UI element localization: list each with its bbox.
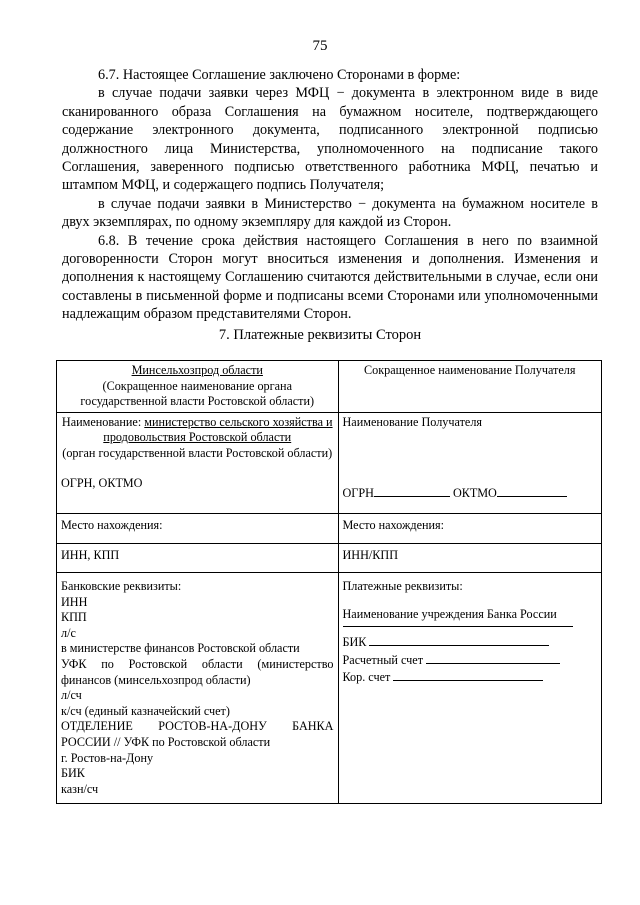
table-row — [57, 361, 602, 413]
bank-left-kazn: казн/сч — [61, 781, 99, 796]
bank-left-inn: ИНН — [61, 594, 88, 609]
bank-left-ls2: л/сч — [61, 688, 82, 703]
bank-left-ls1: л/с — [61, 625, 76, 640]
bank-right-kor-row: Кор. счет — [343, 668, 598, 686]
table-row — [57, 412, 602, 513]
paragraph-6-8: 6.8. В течение срока действия настоящего Соглашения в него по взаимной договоренности Сторон могут вноситься изменения и дополнения. Изменения и дополнения к настоящему Соглашению считаются действительными в случае, если они составлены в письменной форме и подписаны всеми Сторонами или уполномоченными надлежащим образом представителями Сторон. — [62, 232, 598, 323]
bank-left-cell — [57, 572, 339, 803]
bank-left-kpp: КПП — [61, 610, 87, 625]
bank-left-ministry: в министерстве финансов Ростовской области — [61, 641, 300, 656]
bank-left-bik: БИК — [61, 766, 85, 781]
bank-left-ks: к/сч (единый казначейский счет) — [61, 703, 230, 718]
location-right: Место нахождения: — [338, 513, 602, 544]
bank-right-institution: Наименование учреждения Банка России — [342, 606, 557, 621]
name-left-note: (орган государственной власти Ростовской области) — [62, 445, 333, 460]
table-row — [57, 572, 602, 803]
bank-left-ufk: УФК по Ростовской области (министерство финансов (минсельхозпрод области) — [61, 656, 334, 687]
name-left-value: министерство сельского хозяйства и продовольствия Ростовской области — [103, 414, 333, 445]
inn-left: ИНН, КПП — [57, 544, 339, 573]
header-right-cell: Сокращенное наименование Получателя — [338, 361, 602, 413]
paragraph-6-7-ministry: в случае подачи заявки в Министерство − документа на бумажном носителе в двух экземплярах, по одному экземпляру для каждой из Сторон. — [62, 195, 598, 231]
header-left-cell — [57, 361, 339, 413]
bank-left-branch: ОТДЕЛЕНИЕ РОСТОВ-НА-ДОНУ БАНКА РОССИИ // УФК по Ростовской области — [61, 719, 334, 749]
table-row — [57, 513, 602, 544]
requisites-table — [56, 360, 602, 804]
location-left: Место нахождения: — [57, 513, 339, 544]
name-left-cell — [57, 412, 339, 513]
bank-right-bik-row: БИК — [343, 633, 598, 651]
name-left-label: Наименование: — [61, 414, 145, 429]
bank-left-title: Банковские реквизиты: — [61, 578, 182, 593]
name-right: Наименование Получателя — [342, 414, 483, 429]
page-number: 75 — [312, 38, 328, 54]
header-left-name: Минсельхозпрод области — [131, 363, 263, 377]
body-text — [62, 66, 598, 324]
ogrn-right: ОГРН ОКТМО — [343, 484, 598, 502]
ogrn-left: ОГРН, ОКТМО — [61, 475, 143, 490]
paragraph-6-7-intro: 6.7. Настоящее Соглашение заключено Сторонами в форме: — [98, 67, 461, 83]
inn-right: ИНН/КПП — [338, 544, 602, 573]
bank-right-account-row: Расчетный счет — [343, 651, 598, 669]
bank-right-cell — [338, 572, 602, 803]
bank-left-city: г. Ростов-на-Дону — [61, 750, 154, 765]
paragraph-6-7-mfc: в случае подачи заявки через МФЦ − документа в электронном виде в виде сканированного образа Соглашения на бумажном носителе, подтверждающего содержание электронного документа, подписанного электронной подписью должностного лица Министерства, уполномоченного на подписание такого Соглашения, заверенного подписью ответственного работника МФЦ, печатью и штампом МФЦ, и содержащего подпись Получателя; — [62, 85, 598, 194]
header-left-note: (Сокращенное наименование органа государственной власти Ростовской области) — [80, 378, 315, 409]
bank-right-title: Платежные реквизиты: — [342, 578, 463, 593]
table-row — [57, 544, 602, 573]
section-title: 7. Платежные реквизиты Сторон — [218, 327, 422, 343]
name-right-cell — [338, 412, 602, 513]
